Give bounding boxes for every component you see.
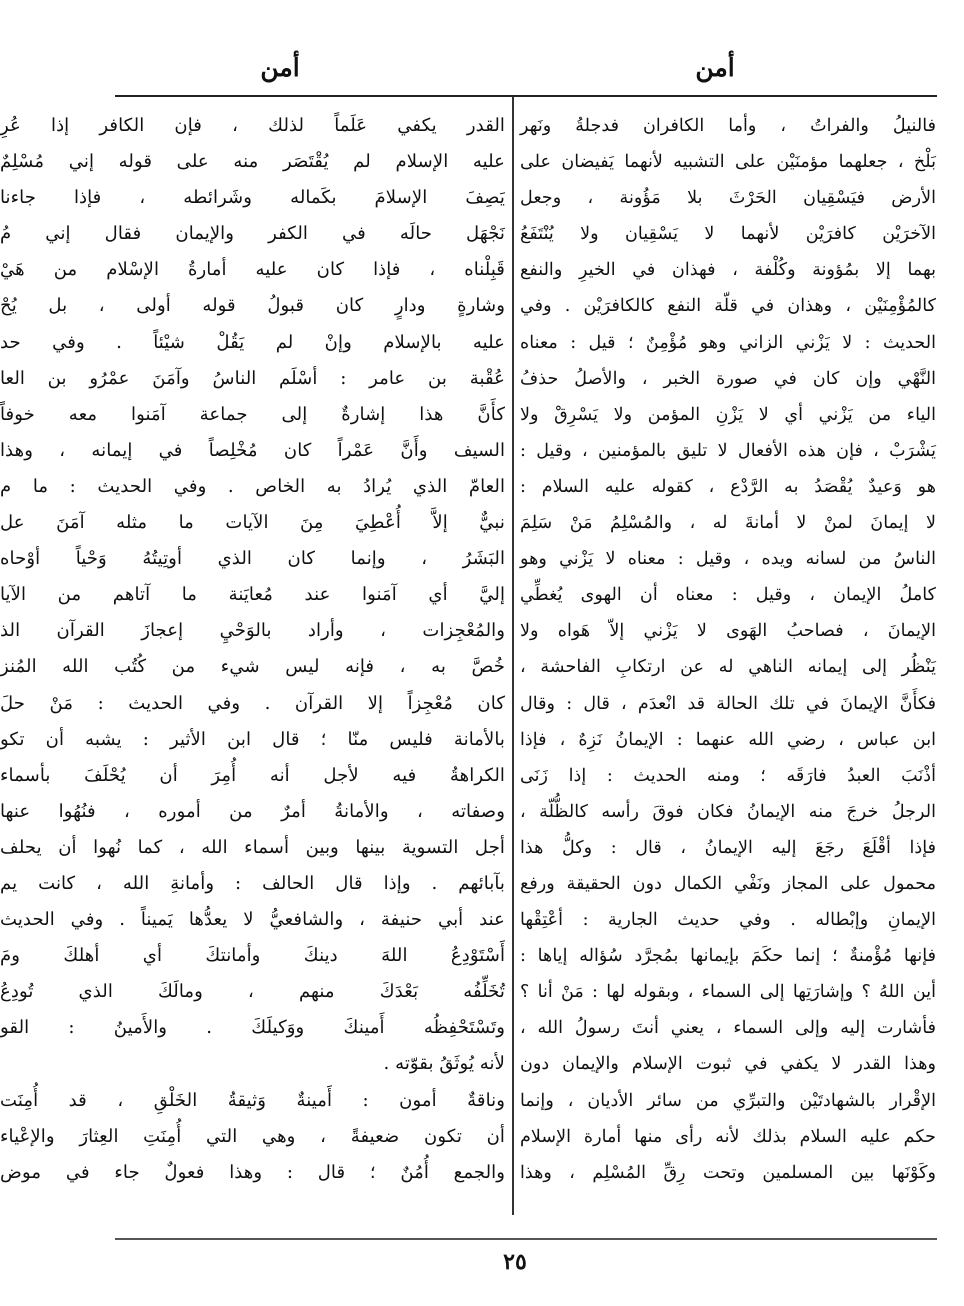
left-text-column [0,108,505,1218]
left-column-line: يَصِفَ الإسلامَ بكَماله وشَرائطه ، فإذا جاءنا [0,187,505,209]
column-divider-rule [512,97,514,1215]
right-column-line: فأشارت إليه وإلى السماء ، يعني أنتَ رسولُ الله ، [520,1018,936,1039]
left-column-line: أَسْتَوْدِعُ اللهَ دينكَ وأمانتكَ أي أهلكَ ومَ [0,945,505,967]
right-column-line: الأرض فيَسْقِيان الحَرْثَ بلا مَؤُونة ، وجعل [520,188,936,209]
left-column-line: وتَسْتَحْفِظُه أَمينكَ ووَكيلَكَ . والأَمينُ : القو [0,1017,505,1039]
left-column-line: والجمع أُمُنٌ ؛ قال : وهذا فعولٌ جاء في موض [0,1161,505,1183]
left-column-line: بآبائهم . وإذا قال الحالف : وأمانةِ الله ، كانت يم [0,872,505,894]
right-column-line: كالمُؤْمِنَيْن ، وهذان في قلّة النفع كالكافرَيْن . وفي [520,296,936,317]
right-column-line: الآخرَيْن كافرَيْن لأنهما لا يَسْقِيان ولا يُنْتَفَعُ [520,224,936,245]
right-column-line: الإيمانَ ، فصاحبُ الهَوى لا يَزْني إلاّ هَواه ولا [520,621,936,642]
left-column-line: كان مُعْجِزاً إلا القرآن . وفي الحديث : مَنْ حلَ [0,692,505,714]
right-column-line: يَشْرَبْ ، فإن هذه الأفعال لا تليق بالمؤمنين ، وقيل : [520,440,936,461]
left-column-line: عليه الإسلام لم يُقْتَصَر منه على قوله إني مُسْلِمٌ [0,151,505,173]
left-column-line: عند أبي حنيفة ، والشافعيُّ لا يعدُّها يَميناً . وفي الحديث [0,909,505,931]
right-column-line: الرجلُ خرجَ منه الإيمانُ فكان فوقَ رأسه كالظُّلّة ، [520,801,936,822]
right-column-line: فكأَنَّ الإيمانَ في تلك الحالة قد انْعدَم ، قال : وقال [520,693,936,714]
right-column-line: أذْنَبَ العبدُ فارَقَه ؛ ومنه الحديث : إذا زَنَى [520,765,936,786]
right-column-line: محمول على المجاز ونَفْي الكمال دون الحقيقة ورفع [520,873,936,894]
right-column-line: لا إيمانَ لمنْ لا أمانةَ له ، والمُسْلِمُ مَنْ سَلِمَ [520,513,936,534]
left-column-line: عليه بالإسلام وإنْ لم يَقُلْ شيْئاً . وفي حد [0,331,505,353]
right-column-line: الياء من يَزْني أي لا يَزْنِ المؤمن ولا يَسْرِقْ ولا [520,404,936,425]
left-column-line: القدر يكفي عَلَماً لذلك ، فإن الكافر إذا عُرِ [0,115,505,136]
right-column-line: حكم عليه السلام بذلك لأنه رأى منها أمارة الإسلام [520,1126,936,1147]
right-column-line: فإذا أقْلَعَ رجَعَ إليه الإيمانُ ، قال : وكلُّ هذا [520,837,936,858]
left-column-line: والمُعْجِزات ، وأراد بالوَحْيِ إعجازَ القرآن الذ [0,620,505,642]
right-column-line: الناسُ من لسانه ويده ، وقيل : معناه لا يَزْني وهو [520,549,936,570]
right-column-line: هو وَعيدٌ يُقْصَدُ به الرَّدْع ، كقوله عليه السلام : [520,476,936,497]
left-column-line: لأنه يُوثَقُ بقوّته . [383,1053,505,1075]
right-column-line: ابن عباس ، رضي الله عنهما : الإيمانُ نَزِهٌ ، فإذا [520,729,936,750]
left-column-line: أن تكون ضعيفةً ، وهي التي أُمِنَتِ العِثارَ والإعْياء [0,1125,505,1147]
right-column-line: أين اللهُ ؟ وإشارَتِها إلى السماء ، وبقوله لها : مَنْ أنا ؟ [520,982,936,1003]
right-column-line: بَلْخ ، جعلهما مؤمنَيْن على التشبيه لأنهما يَفيضان على [520,152,936,173]
right-column-line: وكَوْنَها بين المسلمين وتحت رِقِّ المُسْلِم ، وهذا [520,1162,936,1183]
top-horizontal-rule [115,95,937,97]
left-column-line: الكراهةُ فيه لأجل أنه أُمِرَ أن يُحْلَفَ بأسماء [0,764,505,786]
right-column-line: الحديث : لا يَزْني الزاني وهو مُؤْمِنٌ ؛ قيل : معناه [520,332,936,353]
right-column-line: فالنيلُ والفراتُ ، وأما الكافران فدجلةُ ونَهر [520,116,936,136]
right-column-line: بهما إلا بمُؤونة وكُلْفة ، فهذان في الخيرِ والنفع [520,260,936,281]
left-column-line: كأَنَّ هذا إشارةٌ إلى جماعة آمَنوا معه خوفاً [0,403,505,425]
left-column-line: العامّ الذي يُرادُ به الخاص . وفي الحديث : ما م [0,475,505,497]
right-column-line: كاملُ الإيمان ، وقيل : معناه أن الهوى يُغطِّي [520,585,936,606]
left-column-line: خُصَّ به ، فإنه ليس شيء من كُتُب الله المُنز [0,656,505,678]
left-column-line: قَبِلْناه ، فإذا كان عليه أمارةُ الإسْلام من هَيْ [0,259,505,281]
right-column-line: النَّهْي وإن كان في صورة الخبر ، والأصلُ حذفُ [520,368,936,389]
left-column-line: بالأمانة فليس منّا ؛ قال ابن الأثير : يشبه أن تكو [0,728,505,750]
left-column-line: أجل التسوية بينها وبين أسماء الله ، كما نُهوا أن يحلف [0,836,505,858]
left-column-line: السيف وأَنَّ عَمْراً كان مُخْلِصاً في إيمانه ، وهذا [0,439,505,461]
left-column-line: وشارةٍ ودارٍ كان قبولُ قوله أولى ، بل يُحْ [0,295,505,317]
left-column-line: عُقْبة بن عامر : أسْلَم الناسُ وآمَنَ عمْرُو بن العا [0,367,505,389]
right-column-header: أمن [695,53,735,82]
page-number: ٢٥ [503,1249,527,1275]
left-column-line: وناقةٌ أمون : أَمينةٌ وَثيقةُ الخَلْقِ ، قد أُمِنَت [0,1089,505,1111]
right-column-line: الإيمانِ وإبْطاله . وفي حديث الجارية : أعْتِقْها [520,910,936,931]
right-column-line: الإقْرار بالشهادتَيْن والتبرِّي من سائر الأديان ، وإنما [520,1090,936,1111]
right-column-line: وهذا القدر لا يكفي في ثبوت الإسلام والإيمان دون [520,1054,936,1075]
right-text-column [520,108,936,1218]
left-column-line: البَشَرُ ، وإنما كان الذي أوتِيتُهُ وَحْياً أوْحاه [0,548,505,570]
left-column-line: تُخَلِّفُه بَعْدَكَ منهم ، ومالَكَ الذي تُودِعُ [0,981,505,1003]
left-column-line: وصفاته ، والأمانةُ أمرٌ من أموره ، فنُهُوا عنها [0,800,505,822]
right-column-line: يَنْظُر إلى إيمانه الناهي له عن ارتكابِ الفاحشة ، [520,657,936,678]
left-column-line: نبيٌّ إلاَّ أُعْطِيَ مِنَ الآيات ما مثله آمَنَ عل [0,512,505,534]
left-column-line: إليَّ أي آمَنوا عند مُعايَنة ما آتاهم من الآيا [0,584,505,606]
left-column-line: نَجْهَل حالَه في الكفر والإيمان فقال إني مُ [0,223,505,245]
left-column-header: أمن [260,53,300,82]
bottom-horizontal-rule [115,1238,937,1240]
right-column-line: فإنها مُؤْمنةٌ ؛ إنما حكَمَ بإيمانها بمُجرَّد سُؤاله إياها : [520,946,936,967]
